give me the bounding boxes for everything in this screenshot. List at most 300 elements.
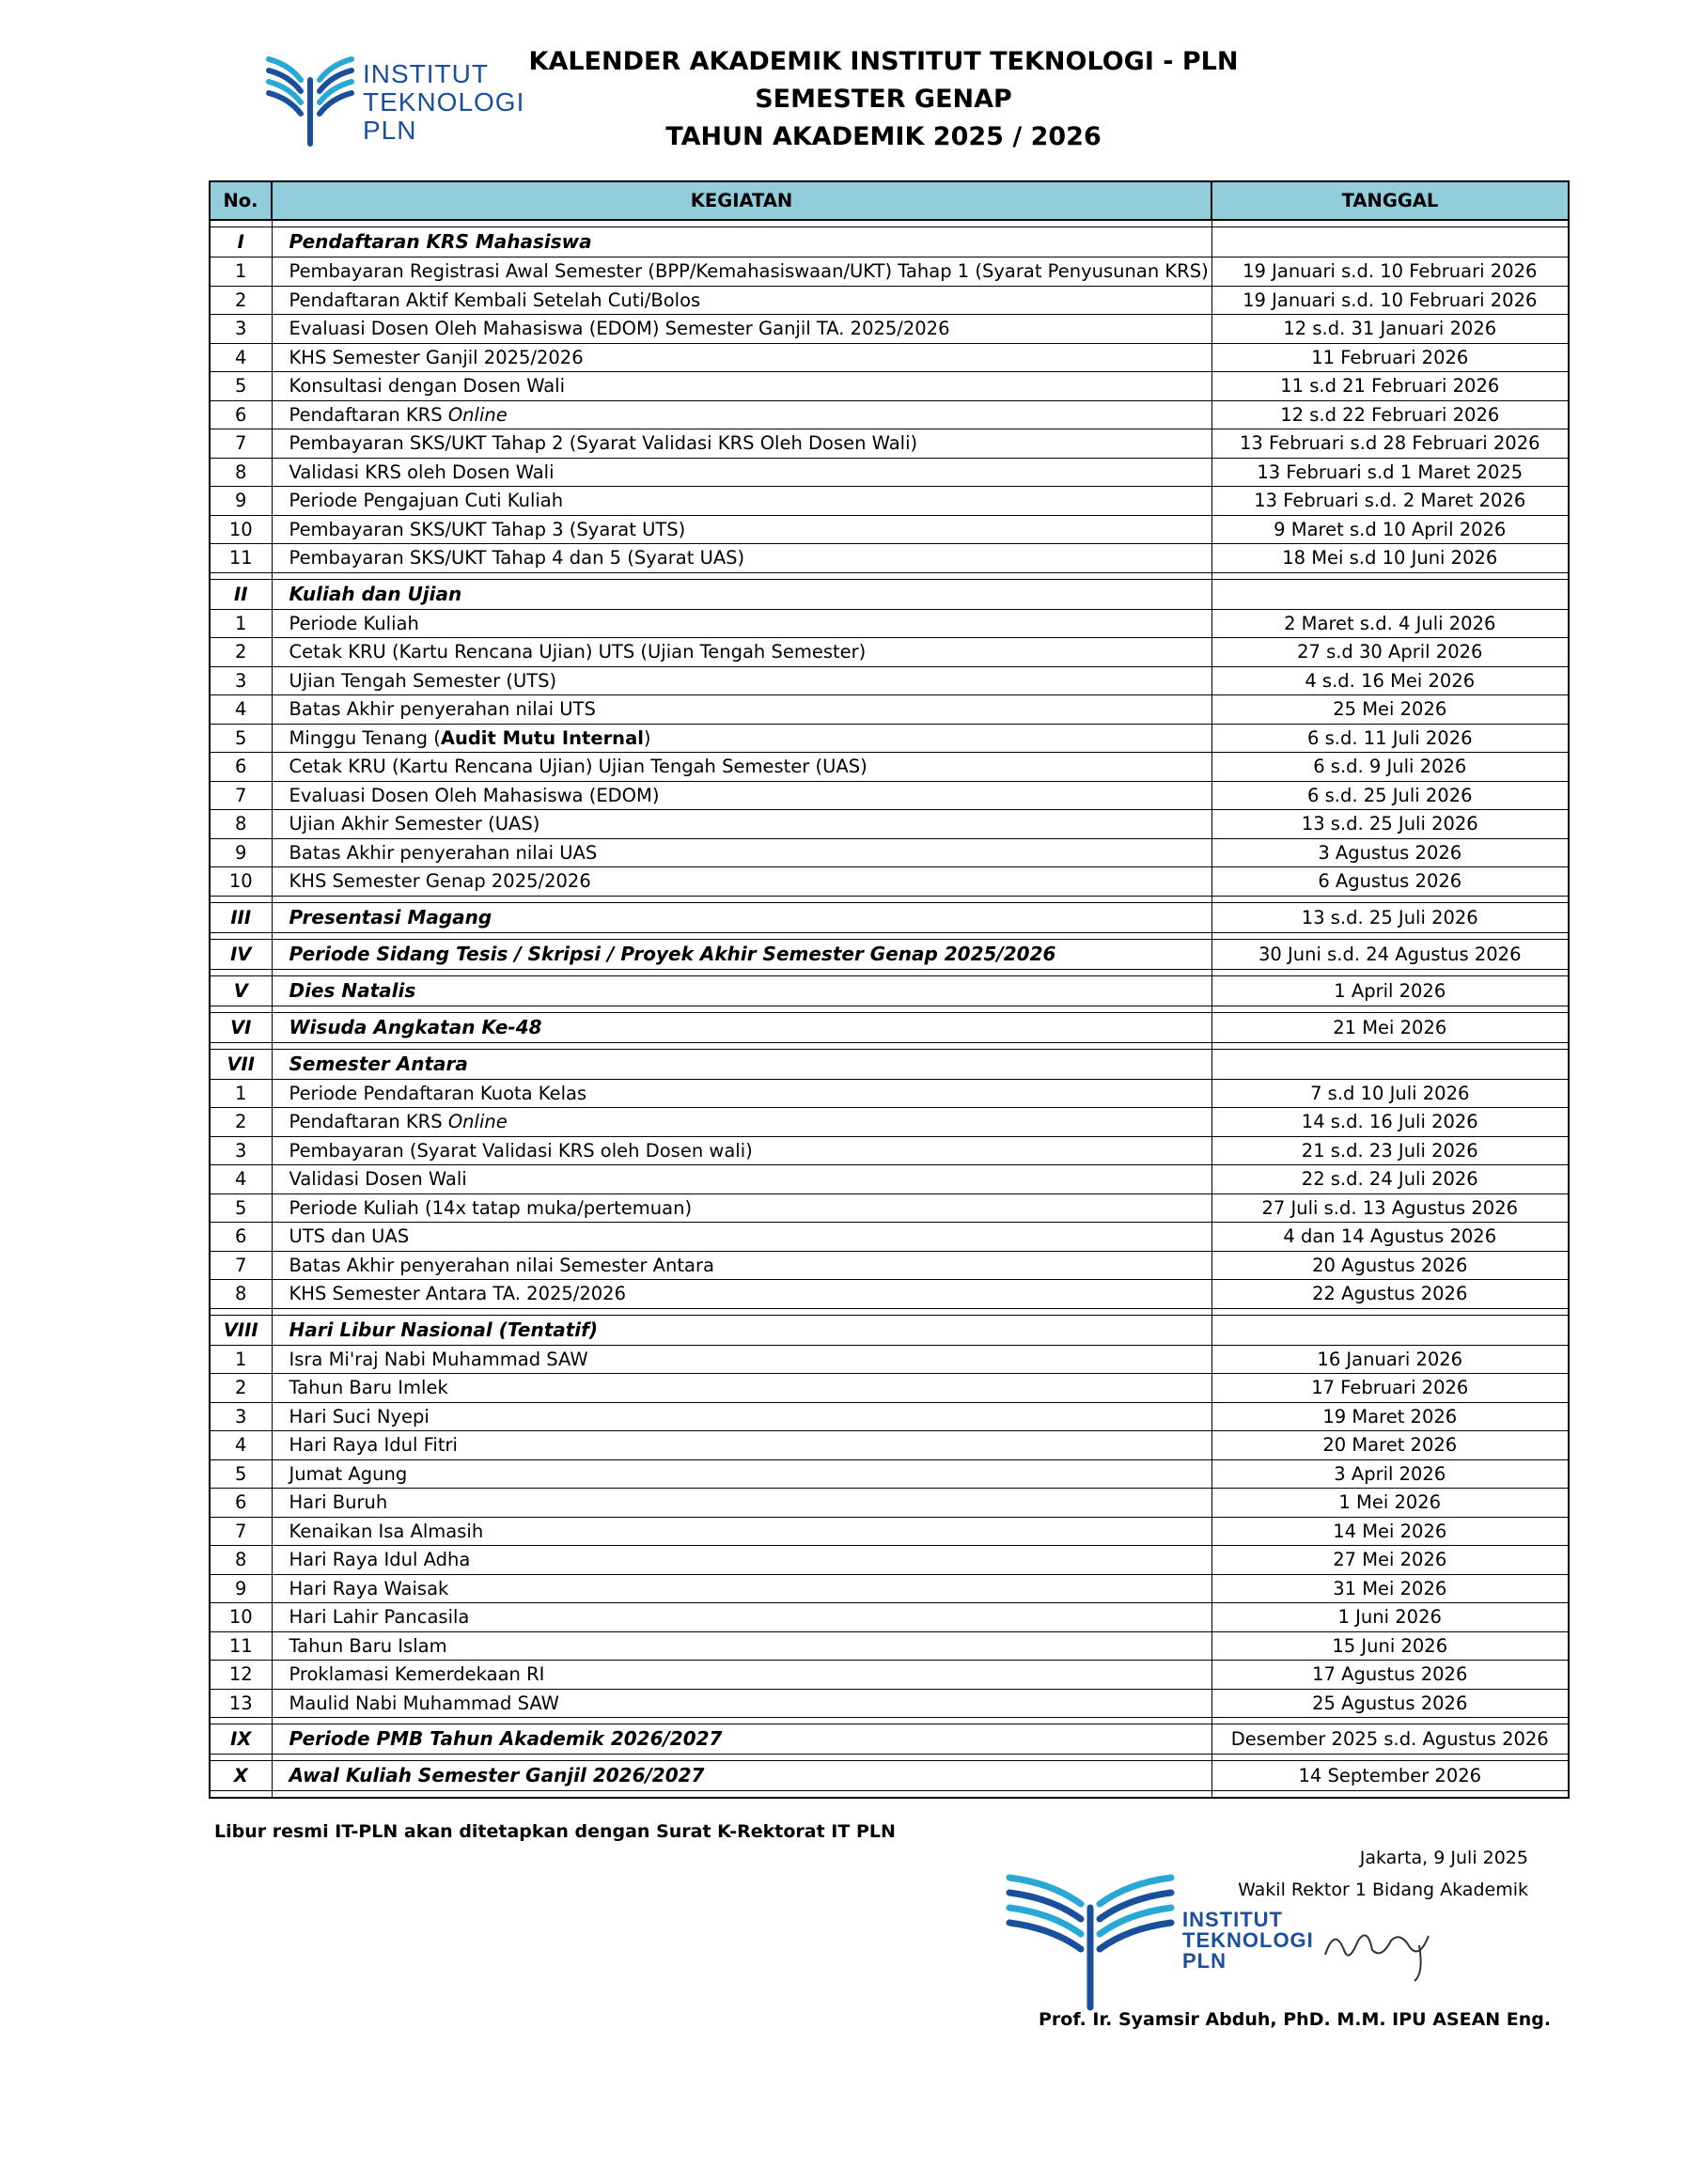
section-title-text: Semester Antara <box>289 1052 468 1075</box>
row-tanggal <box>1211 838 1569 867</box>
table-row <box>210 867 1569 897</box>
table-row <box>210 1345 1569 1374</box>
logo-text-line-1: INSTITUT <box>363 59 489 88</box>
row-kegiatan-text: UTS dan UAS <box>289 1225 410 1248</box>
table-body <box>210 220 1569 1798</box>
spacer-row <box>210 969 1569 975</box>
row-tanggal <box>1211 1079 1569 1108</box>
row-tanggal-text: 12 s.d. 31 Januari 2026 <box>1283 318 1497 340</box>
table-row <box>210 1374 1569 1403</box>
spacer-cell <box>272 1718 1211 1724</box>
section-date-text: 13 s.d. 25 Juli 2026 <box>1301 906 1478 928</box>
row-number <box>210 429 272 459</box>
row-number <box>210 1517 272 1546</box>
section-number <box>210 579 272 609</box>
row-kegiatan <box>272 1574 1211 1603</box>
row-number-text: 6 <box>235 403 247 426</box>
spacer-cell <box>1211 1042 1569 1049</box>
row-tanggal-text: 22 s.d. 24 Juli 2026 <box>1301 1168 1478 1191</box>
row-number-text: 2 <box>235 641 247 663</box>
row-tanggal-text: 7 s.d 10 Juli 2026 <box>1310 1082 1470 1104</box>
row-number-text: 6 <box>235 1225 247 1248</box>
row-number-text: 5 <box>235 726 247 749</box>
row-kegiatan <box>272 1345 1211 1374</box>
column-header-tanggal: TANGGAL <box>1211 181 1569 220</box>
row-tanggal-text: 27 Juli s.d. 13 Agustus 2026 <box>1261 1196 1519 1219</box>
section-number-text: X <box>233 1765 248 1786</box>
row-kegiatan-text: Kenaikan Isa Almasih <box>289 1520 484 1542</box>
section-number <box>210 227 272 257</box>
table-row <box>210 810 1569 839</box>
row-number <box>210 724 272 753</box>
row-tanggal-text: 20 Agustus 2026 <box>1312 1254 1468 1276</box>
spacer-row <box>210 572 1569 579</box>
row-kegiatan <box>272 724 1211 753</box>
section-title-text: Periode PMB Tahun Akademik 2026/2027 <box>289 1727 723 1750</box>
row-tanggal-text: 20 Maret 2026 <box>1322 1434 1458 1457</box>
table-row <box>210 487 1569 516</box>
table-row <box>210 1459 1569 1489</box>
section-row <box>210 227 1569 257</box>
spacer-row <box>210 932 1569 939</box>
row-kegiatan <box>272 1603 1211 1632</box>
row-kegiatan <box>272 609 1211 638</box>
table-row <box>210 1689 1569 1718</box>
row-kegiatan-text: Cetak KRU (Kartu Rencana Ujian) UTS (Ujian Tengah Semester) <box>289 641 867 663</box>
document-title <box>432 43 1335 156</box>
row-number <box>210 609 272 638</box>
section-title <box>272 227 1211 257</box>
section-title-text: Wisuda Angkatan Ke-48 <box>289 1015 542 1038</box>
spacer-cell <box>1211 932 1569 939</box>
table-row <box>210 429 1569 459</box>
row-kegiatan <box>272 1193 1211 1223</box>
section-number-text: IV <box>230 943 252 965</box>
row-tanggal-text: 4 s.d. 16 Mei 2026 <box>1305 669 1476 692</box>
row-kegiatan-text: Batas Akhir penyerahan nilai Semester Antara <box>289 1254 714 1276</box>
row-number <box>210 810 272 839</box>
spacer-row <box>210 1308 1569 1315</box>
section-date <box>1211 1315 1569 1345</box>
table-row <box>210 609 1569 638</box>
row-kegiatan-text: Evaluasi Dosen Oleh Mahasiswa (EDOM) <box>289 784 660 806</box>
row-kegiatan-text: Cetak KRU (Kartu Rencana Ujian) Ujian Tengah Semester (UAS) <box>289 756 867 778</box>
row-number-text: 3 <box>235 1405 247 1427</box>
row-number-text: 5 <box>235 1196 247 1219</box>
row-number <box>210 315 272 344</box>
section-date-text: 1 April 2026 <box>1334 979 1446 1002</box>
section-date <box>1211 1012 1569 1042</box>
spacer-row <box>210 1718 1569 1724</box>
row-number-text: 1 <box>235 260 247 283</box>
spacer-cell <box>272 1755 1211 1761</box>
row-number-text: 2 <box>235 1111 247 1133</box>
row-number <box>210 372 272 401</box>
table-row <box>210 753 1569 782</box>
row-number <box>210 1223 272 1252</box>
row-tanggal-text: 16 Januari 2026 <box>1317 1348 1463 1370</box>
row-kegiatan-text: Proklamasi Kemerdekaan RI <box>289 1663 545 1686</box>
row-kegiatan <box>272 487 1211 516</box>
section-row <box>210 1315 1569 1345</box>
row-number <box>210 1402 272 1431</box>
section-title <box>272 939 1211 969</box>
row-tanggal <box>1211 867 1569 897</box>
place-date: Jakarta, 9 Juli 2025 <box>1359 1848 1528 1868</box>
row-kegiatan-text: Pembayaran SKS/UKT Tahap 4 dan 5 (Syarat UAS) <box>289 547 745 569</box>
spacer-cell <box>210 572 272 579</box>
logo-book-icon <box>261 52 360 150</box>
table-row <box>210 1517 1569 1546</box>
row-tanggal-text: 19 Maret 2026 <box>1322 1405 1458 1427</box>
row-number-text: 7 <box>235 432 247 455</box>
row-number <box>210 1108 272 1137</box>
row-number <box>210 1345 272 1374</box>
row-kegiatan-italic: Online <box>447 1111 508 1133</box>
spacer-cell <box>210 1755 272 1761</box>
stamp-text-line-1: INSTITUT <box>1182 1908 1283 1931</box>
row-number <box>210 1631 272 1661</box>
row-tanggal <box>1211 753 1569 782</box>
table-row <box>210 286 1569 315</box>
table-row <box>210 544 1569 573</box>
spacer-cell <box>1211 1718 1569 1724</box>
row-tanggal <box>1211 1603 1569 1632</box>
row-kegiatan-text: Pendaftaran Aktif Kembali Setelah Cuti/Bolos <box>289 289 701 311</box>
section-row <box>210 579 1569 609</box>
spacer-cell <box>272 572 1211 579</box>
table-row <box>210 400 1569 429</box>
table-row <box>210 343 1569 372</box>
table-row <box>210 695 1569 725</box>
logo-text-line-3: PLN <box>363 116 417 145</box>
section-title-text: Hari Libur Nasional (Tentatif) <box>289 1318 599 1341</box>
section-date <box>1211 579 1569 609</box>
section-date <box>1211 1761 1569 1791</box>
signature-icon <box>1316 1908 1466 1983</box>
title-line-2: SEMESTER GENAP <box>755 85 1012 114</box>
row-number-text: 7 <box>235 1520 247 1542</box>
section-date <box>1211 1724 1569 1755</box>
row-tanggal-text: 17 Agustus 2026 <box>1312 1663 1468 1686</box>
row-number-text: 11 <box>228 1634 253 1657</box>
section-row <box>210 1012 1569 1042</box>
row-tanggal <box>1211 781 1569 810</box>
row-number-text: 10 <box>228 870 253 893</box>
section-date <box>1211 975 1569 1006</box>
row-tanggal-text: 31 Mei 2026 <box>1333 1577 1447 1599</box>
row-number <box>210 1165 272 1194</box>
row-number <box>210 1689 272 1718</box>
table-row <box>210 1165 1569 1194</box>
row-number-text: 1 <box>235 1082 247 1104</box>
row-tanggal <box>1211 1459 1569 1489</box>
row-number <box>210 1431 272 1460</box>
row-tanggal-text: 13 Februari s.d. 2 Maret 2026 <box>1254 490 1526 512</box>
row-kegiatan-text: Pembayaran SKS/UKT Tahap 2 (Syarat Validasi KRS Oleh Dosen Wali) <box>289 432 918 455</box>
table-row <box>210 666 1569 695</box>
table-row <box>210 1574 1569 1603</box>
row-number-text: 7 <box>235 1254 247 1276</box>
table-row <box>210 1546 1569 1575</box>
spacer-cell <box>272 1308 1211 1315</box>
row-tanggal <box>1211 724 1569 753</box>
row-tanggal-text: 14 s.d. 16 Juli 2026 <box>1301 1111 1478 1133</box>
row-kegiatan-text: Pendaftaran KRS <box>289 403 448 426</box>
row-tanggal <box>1211 1402 1569 1431</box>
section-date-text: 14 September 2026 <box>1298 1765 1482 1786</box>
row-number-text: 3 <box>235 669 247 692</box>
academic-calendar-table <box>209 180 1570 1799</box>
row-tanggal <box>1211 429 1569 459</box>
section-title-text: Kuliah dan Ujian <box>289 582 462 605</box>
row-kegiatan <box>272 781 1211 810</box>
row-number-text: 2 <box>235 289 247 311</box>
row-number <box>210 1251 272 1280</box>
row-kegiatan-text: Minggu Tenang ( <box>289 726 441 749</box>
spacer-cell <box>210 1006 272 1012</box>
row-kegiatan-text: Jumat Agung <box>289 1462 408 1485</box>
row-tanggal-text: 17 Februari 2026 <box>1311 1377 1469 1399</box>
spacer-cell <box>1211 896 1569 902</box>
column-header-no: No. <box>210 181 272 220</box>
table-row <box>210 1251 1569 1280</box>
row-kegiatan-text: Ujian Tengah Semester (UTS) <box>289 669 557 692</box>
section-number-text: IX <box>230 1728 252 1750</box>
section-date <box>1211 227 1569 257</box>
row-kegiatan-text: Hari Buruh <box>289 1491 388 1514</box>
section-title <box>272 1049 1211 1079</box>
title-line-1: KALENDER AKADEMIK INSTITUT TEKNOLOGI - PLN <box>528 47 1239 76</box>
row-kegiatan <box>272 1165 1211 1194</box>
row-kegiatan-text: KHS Semester Genap 2025/2026 <box>289 870 591 893</box>
table-row <box>210 372 1569 401</box>
row-kegiatan <box>272 1402 1211 1431</box>
row-tanggal-text: 3 April 2026 <box>1334 1462 1446 1485</box>
row-tanggal-text: 2 Maret s.d. 4 Juli 2026 <box>1284 612 1496 634</box>
row-tanggal-text: 14 Mei 2026 <box>1333 1520 1447 1542</box>
row-number-text: 8 <box>235 1283 247 1305</box>
spacer-cell <box>1211 1791 1569 1799</box>
table-row <box>210 515 1569 544</box>
row-number-text: 1 <box>235 1348 247 1370</box>
row-tanggal-text: 27 s.d 30 April 2026 <box>1297 641 1483 663</box>
row-number <box>210 544 272 573</box>
table-row <box>210 1489 1569 1518</box>
row-kegiatan-text: Validasi KRS oleh Dosen Wali <box>289 460 555 483</box>
row-kegiatan <box>272 810 1211 839</box>
spacer-row <box>210 1755 1569 1761</box>
section-title-text: Awal Kuliah Semester Ganjil 2026/2027 <box>289 1764 705 1786</box>
row-kegiatan-text: Tahun Baru Islam <box>289 1634 447 1657</box>
row-tanggal-text: 19 Januari s.d. 10 Februari 2026 <box>1243 260 1538 283</box>
row-tanggal <box>1211 638 1569 667</box>
table-row <box>210 1108 1569 1137</box>
section-title-text: Dies Natalis <box>289 978 416 1002</box>
row-number <box>210 1374 272 1403</box>
row-kegiatan <box>272 1517 1211 1546</box>
row-number-text: 5 <box>235 1462 247 1485</box>
row-number-text: 2 <box>235 1377 247 1399</box>
row-tanggal-text: 13 Februari s.d 28 Februari 2026 <box>1239 432 1540 455</box>
row-number-text: 6 <box>235 756 247 778</box>
row-number-text: 8 <box>235 813 247 835</box>
row-kegiatan-text: Periode Pengajuan Cuti Kuliah <box>289 490 564 512</box>
row-number <box>210 1661 272 1690</box>
section-title <box>272 1761 1211 1791</box>
row-kegiatan <box>272 753 1211 782</box>
row-tanggal <box>1211 1193 1569 1223</box>
row-kegiatan-text: KHS Semester Antara TA. 2025/2026 <box>289 1283 626 1305</box>
table-row <box>210 458 1569 487</box>
spacer-cell <box>210 1308 272 1315</box>
row-tanggal <box>1211 1574 1569 1603</box>
row-number <box>210 458 272 487</box>
row-tanggal <box>1211 372 1569 401</box>
row-kegiatan <box>272 372 1211 401</box>
row-kegiatan-text: Pembayaran SKS/UKT Tahap 3 (Syarat UTS) <box>289 518 686 540</box>
row-kegiatan-text: Ujian Akhir Semester (UAS) <box>289 813 540 835</box>
section-number-text: VI <box>230 1016 252 1038</box>
title-line-3: TAHUN AKADEMIK 2025 / 2026 <box>665 122 1102 151</box>
row-number <box>210 487 272 516</box>
row-kegiatan-text: Pembayaran (Syarat Validasi KRS oleh Dosen wali) <box>289 1139 753 1162</box>
section-title <box>272 975 1211 1006</box>
spacer-cell <box>1211 1006 1569 1012</box>
row-tanggal <box>1211 1517 1569 1546</box>
section-number-text: III <box>230 906 252 928</box>
row-tanggal-text: 15 Juni 2026 <box>1332 1634 1448 1657</box>
holiday-note: Libur resmi IT-PLN akan ditetapkan dengan Surat K-Rektorat IT PLN <box>214 1821 896 1842</box>
row-tanggal <box>1211 1251 1569 1280</box>
row-kegiatan <box>272 1223 1211 1252</box>
row-number <box>210 343 272 372</box>
row-number-text: 4 <box>235 698 247 721</box>
row-tanggal <box>1211 609 1569 638</box>
row-kegiatan <box>272 1374 1211 1403</box>
row-tanggal <box>1211 315 1569 344</box>
logo-text-line-2: TEKNOLOGI <box>363 87 525 117</box>
row-kegiatan <box>272 458 1211 487</box>
row-kegiatan-text: Batas Akhir penyerahan nilai UTS <box>289 698 596 721</box>
row-number-text: 4 <box>235 346 247 368</box>
section-number <box>210 1315 272 1345</box>
row-tanggal-text: 6 s.d. 11 Juli 2026 <box>1306 726 1473 749</box>
row-tanggal <box>1211 1223 1569 1252</box>
table-row <box>210 724 1569 753</box>
row-number <box>210 1280 272 1309</box>
section-number <box>210 975 272 1006</box>
spacer-cell <box>272 969 1211 975</box>
row-number-text: 4 <box>235 1434 247 1457</box>
row-tanggal <box>1211 1165 1569 1194</box>
row-number-text: 5 <box>235 375 247 398</box>
row-number-text: 3 <box>235 1139 247 1162</box>
section-row <box>210 902 1569 932</box>
row-tanggal-text: 11 Februari 2026 <box>1311 346 1469 368</box>
section-row <box>210 1724 1569 1755</box>
table-row <box>210 1603 1569 1632</box>
row-tanggal <box>1211 666 1569 695</box>
spacer-cell <box>272 896 1211 902</box>
table-row <box>210 638 1569 667</box>
row-kegiatan-text: Periode Kuliah <box>289 612 419 634</box>
row-kegiatan <box>272 638 1211 667</box>
row-tanggal-text: 4 dan 14 Agustus 2026 <box>1283 1225 1497 1248</box>
row-number-text: 10 <box>228 518 253 540</box>
spacer-cell <box>210 1042 272 1049</box>
row-tanggal-text: 22 Agustus 2026 <box>1312 1283 1468 1305</box>
row-tanggal-text: 6 s.d. 9 Juli 2026 <box>1313 756 1467 778</box>
spacer-cell <box>1211 969 1569 975</box>
row-tanggal <box>1211 1489 1569 1518</box>
row-tanggal <box>1211 257 1569 287</box>
section-row <box>210 975 1569 1006</box>
table-row <box>210 315 1569 344</box>
row-number <box>210 1489 272 1518</box>
section-date-text: Desember 2025 s.d. Agustus 2026 <box>1230 1728 1549 1750</box>
row-kegiatan-text: Hari Raya Idul Adha <box>289 1549 471 1571</box>
spacer-cell <box>210 896 272 902</box>
row-kegiatan <box>272 838 1211 867</box>
spacer-cell <box>272 1006 1211 1012</box>
row-number <box>210 257 272 287</box>
row-kegiatan <box>272 1689 1211 1718</box>
row-tanggal <box>1211 1661 1569 1690</box>
row-tanggal <box>1211 515 1569 544</box>
row-kegiatan-bold: Audit Mutu Internal <box>440 726 644 749</box>
row-tanggal <box>1211 695 1569 725</box>
stamp-text-line-2: TEKNOLOGI <box>1182 1928 1314 1952</box>
spacer-cell <box>272 220 1211 227</box>
table-header-row <box>210 181 1569 220</box>
row-tanggal <box>1211 487 1569 516</box>
row-number-text: 4 <box>235 1168 247 1191</box>
row-kegiatan-text: Hari Raya Idul Fitri <box>289 1434 458 1457</box>
row-tanggal <box>1211 286 1569 315</box>
section-title-text: Periode Sidang Tesis / Skripsi / Proyek Akhir Semester Genap 2025/2026 <box>289 942 1056 965</box>
row-kegiatan-text: Validasi Dosen Wali <box>289 1168 467 1191</box>
row-tanggal-text: 13 Februari s.d 1 Maret 2025 <box>1257 460 1524 483</box>
row-kegiatan <box>272 1631 1211 1661</box>
section-number-text: II <box>233 583 248 605</box>
row-tanggal <box>1211 544 1569 573</box>
section-date <box>1211 1049 1569 1079</box>
row-tanggal-text: 13 s.d. 25 Juli 2026 <box>1301 813 1478 835</box>
stamp-text-line-3: PLN <box>1182 1949 1227 1973</box>
row-number-text: 9 <box>235 490 247 512</box>
row-kegiatan <box>272 1136 1211 1165</box>
section-number-text: VIII <box>223 1318 258 1341</box>
row-kegiatan <box>272 1661 1211 1690</box>
row-kegiatan <box>272 1459 1211 1489</box>
section-row <box>210 1761 1569 1791</box>
row-tanggal-text: 1 Juni 2026 <box>1337 1606 1442 1629</box>
section-title <box>272 902 1211 932</box>
row-tanggal-text: 27 Mei 2026 <box>1333 1549 1447 1571</box>
row-number-text: 6 <box>235 1491 247 1514</box>
stamp-logo <box>1006 1870 1314 2011</box>
row-tanggal-text: 19 Januari s.d. 10 Februari 2026 <box>1243 289 1538 311</box>
row-kegiatan <box>272 400 1211 429</box>
section-date <box>1211 939 1569 969</box>
section-row <box>210 1049 1569 1079</box>
table-row <box>210 1223 1569 1252</box>
row-kegiatan <box>272 515 1211 544</box>
row-tanggal-text: 18 Mei s.d 10 Juni 2026 <box>1282 547 1498 569</box>
row-number <box>210 286 272 315</box>
spacer-row <box>210 1042 1569 1049</box>
